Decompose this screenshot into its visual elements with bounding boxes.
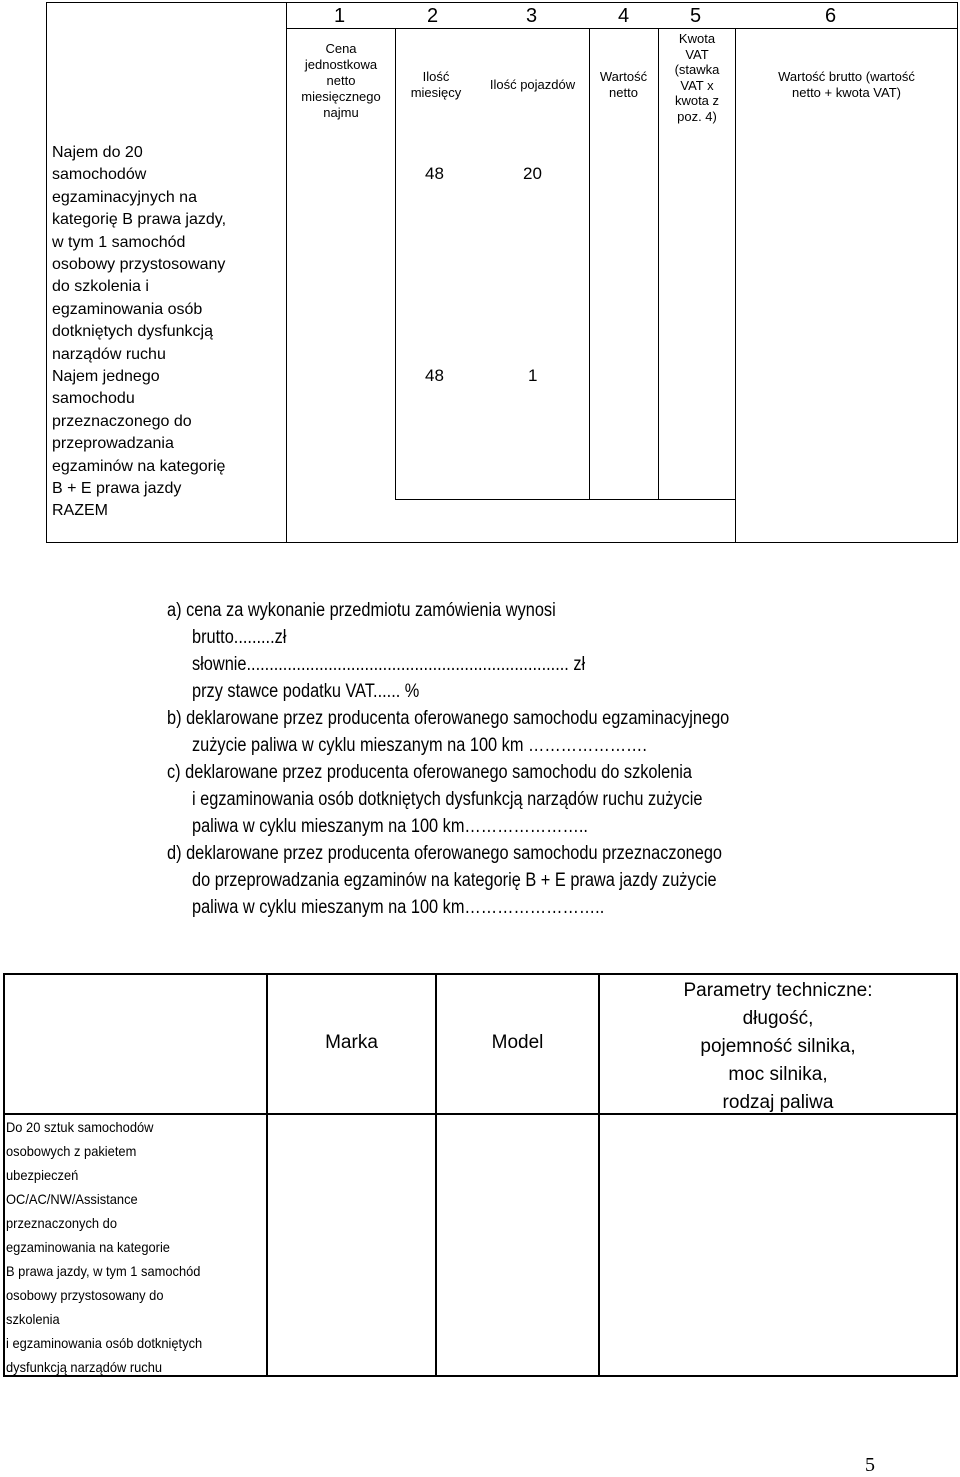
column-number: 2	[427, 5, 439, 27]
cell-pojazdow: 1	[528, 366, 538, 385]
statement-a-vat: przy stawce podatku VAT...... %	[192, 681, 420, 702]
page-number: 5	[865, 1454, 875, 1476]
column-number: 4	[618, 5, 630, 27]
header-wartosc-brutto: Wartość brutto (wartość netto + kwota VAT)	[778, 69, 915, 100]
table-border	[395, 499, 736, 500]
statement-b: b) deklarowane przez producenta oferowanego samochodu egzaminacyjnego	[167, 708, 730, 729]
header-model: Model	[491, 1032, 544, 1053]
table-border	[46, 2, 958, 3]
table-border	[3, 973, 5, 1377]
table-border	[3, 973, 958, 975]
statement-a: a) cena za wykonanie przedmiotu zamówienia wynosi	[167, 600, 556, 621]
statement-d: d) deklarowane przez producenta oferowanego samochodu przeznaczonego	[167, 843, 723, 864]
header-ilosc-miesiecy: Ilość miesięcy	[410, 69, 462, 100]
table-border	[957, 2, 958, 543]
statement-c-cont2: paliwa w cyklu mieszanym na 100 km…………………..	[192, 816, 588, 837]
table-border	[286, 28, 958, 29]
statement-a-brutto: brutto.........zł	[192, 627, 287, 648]
statement-d-cont: do przeprowadzania egzaminów na kategorię B + E prawa jazdy zużycie	[192, 870, 717, 891]
column-number: 1	[334, 5, 346, 27]
header-cena: Cena jednostkowa netto miesięcznego najmu	[301, 41, 381, 120]
statement-c: c) deklarowane przez producenta oferowanego samochodu do szkolenia	[167, 762, 693, 783]
table-border	[956, 973, 958, 1377]
header-marka: Marka	[325, 1032, 378, 1053]
statement-d-cont2: paliwa w cyklu mieszanym na 100 km……………………..	[192, 897, 605, 918]
row-label: Najem jednego samochodu przeznaczonego do przeprowadzania egzaminów na kategorię B + E prawa jazdy	[52, 368, 226, 498]
row-label-razem: RAZEM	[52, 502, 108, 519]
column-number: 5	[690, 5, 702, 27]
table-border	[735, 28, 736, 543]
cell-pojazdow: 20	[523, 164, 542, 183]
cell-miesiecy: 48	[425, 164, 444, 183]
column-number: 3	[526, 5, 538, 27]
statement-a-slownie: słownie....................................................................... zł	[192, 654, 586, 675]
header-kwota-vat: Kwota VAT (stawka VAT x kwota z poz. 4)	[674, 31, 720, 124]
statement-b-cont: zużycie paliwa w cyklu mieszanym na 100 km ………………….	[192, 735, 647, 756]
statement-c-cont: i egzaminowania osób dotkniętych dysfunkcją narządów ruchu zużycie	[192, 789, 703, 810]
row-label: Najem do 20 samochodów egzaminacyjnych na kategorię B prawa jazdy, w tym 1 samochód osobowy przystosowany do szkolenia i egzaminowania osób dotkniętych dysfunkcją narządów ruchu	[52, 144, 227, 363]
cell-miesiecy: 48	[425, 366, 444, 385]
column-number: 6	[825, 5, 837, 27]
header-wartosc-netto: Wartość netto	[599, 69, 648, 100]
row-label-vehicles: Do 20 sztuk samochodów osobowych z pakietem ubezpieczeń OC/AC/NW/Assistance przeznaczonych do egzaminowania na kategorie B prawa jazdy, w tym 1 samochód osobowy przystosowany do szkolenia i egzaminowania osób dotkniętych dysfunkcją narządów ruchu	[6, 1119, 203, 1375]
table-border	[46, 2, 47, 543]
table-border	[46, 542, 958, 543]
header-ilosc-pojazdow: Ilość pojazdów	[489, 77, 576, 92]
header-parametry: Parametry techniczne: długość, pojemność silnika, moc silnika, rodzaj paliwa	[683, 980, 873, 1113]
